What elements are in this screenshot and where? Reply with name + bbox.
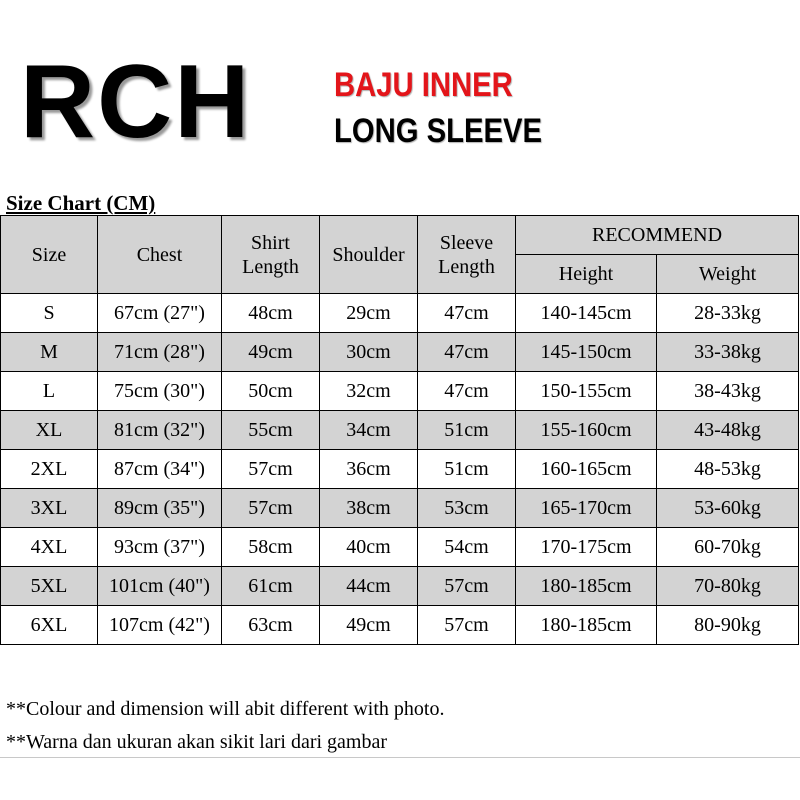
cell-weight: 53-60kg <box>657 489 799 528</box>
cell-sleeve-length: 57cm <box>418 606 516 645</box>
cell-height: 155-160cm <box>516 411 657 450</box>
table-row <box>1 333 799 372</box>
brand-logo: RCH <box>20 44 252 160</box>
cell-chest: 107cm (42") <box>98 606 222 645</box>
cell-height: 140-145cm <box>516 294 657 333</box>
cell-shirt-length: 57cm <box>222 450 320 489</box>
cell-size: 6XL <box>1 606 98 645</box>
cell-shoulder: 49cm <box>320 606 418 645</box>
cell-sleeve-length: 53cm <box>418 489 516 528</box>
cell-shoulder: 34cm <box>320 411 418 450</box>
cell-shirt-length: 50cm <box>222 372 320 411</box>
cell-shirt-length: 57cm <box>222 489 320 528</box>
table-row <box>1 606 799 645</box>
cell-chest: 71cm (28") <box>98 333 222 372</box>
table-row <box>1 450 799 489</box>
cell-weight: 60-70kg <box>657 528 799 567</box>
header-shirt-length: Shirt Length <box>222 216 320 294</box>
cell-sleeve-length: 51cm <box>418 411 516 450</box>
size-chart-table <box>0 215 799 645</box>
cell-shoulder: 30cm <box>320 333 418 372</box>
cell-shirt-length: 49cm <box>222 333 320 372</box>
cell-chest: 89cm (35") <box>98 489 222 528</box>
header-size: Size <box>1 216 98 294</box>
cell-shoulder: 40cm <box>320 528 418 567</box>
cell-sleeve-length: 57cm <box>418 567 516 606</box>
cell-chest: 101cm (40") <box>98 567 222 606</box>
table-row <box>1 294 799 333</box>
header-shoulder: Shoulder <box>320 216 418 294</box>
cell-height: 180-185cm <box>516 606 657 645</box>
cell-height: 165-170cm <box>516 489 657 528</box>
cell-size: XL <box>1 411 98 450</box>
header-chest: Chest <box>98 216 222 294</box>
cell-shoulder: 38cm <box>320 489 418 528</box>
table-row <box>1 489 799 528</box>
cell-chest: 75cm (30") <box>98 372 222 411</box>
cell-sleeve-length: 47cm <box>418 333 516 372</box>
cell-size: S <box>1 294 98 333</box>
cell-shoulder: 36cm <box>320 450 418 489</box>
size-chart-heading: Size Chart (CM) <box>6 191 156 215</box>
product-title-line2: LONG SLEEVE <box>334 112 542 150</box>
cell-height: 150-155cm <box>516 372 657 411</box>
header-weight: Weight <box>657 255 799 294</box>
cell-shirt-length: 58cm <box>222 528 320 567</box>
product-title-line1: BAJU INNER <box>334 66 513 104</box>
cell-shirt-length: 48cm <box>222 294 320 333</box>
cell-shoulder: 29cm <box>320 294 418 333</box>
cell-weight: 43-48kg <box>657 411 799 450</box>
cell-size: 3XL <box>1 489 98 528</box>
cell-weight: 70-80kg <box>657 567 799 606</box>
cell-size: L <box>1 372 98 411</box>
cell-weight: 28-33kg <box>657 294 799 333</box>
note-english: **Colour and dimension will abit different with photo. <box>6 698 445 720</box>
cell-sleeve-length: 47cm <box>418 294 516 333</box>
cell-chest: 81cm (32") <box>98 411 222 450</box>
table-row <box>1 528 799 567</box>
cell-shoulder: 44cm <box>320 567 418 606</box>
table-row <box>1 567 799 606</box>
cell-weight: 80-90kg <box>657 606 799 645</box>
cell-weight: 33-38kg <box>657 333 799 372</box>
header-height: Height <box>516 255 657 294</box>
cell-height: 145-150cm <box>516 333 657 372</box>
cell-shirt-length: 61cm <box>222 567 320 606</box>
cell-chest: 67cm (27") <box>98 294 222 333</box>
size-rows <box>1 294 799 645</box>
cell-shoulder: 32cm <box>320 372 418 411</box>
cell-shirt-length: 63cm <box>222 606 320 645</box>
table-row <box>1 372 799 411</box>
cell-shirt-length: 55cm <box>222 411 320 450</box>
cell-sleeve-length: 47cm <box>418 372 516 411</box>
cell-height: 180-185cm <box>516 567 657 606</box>
header-sleeve-length: Sleeve Length <box>418 216 516 294</box>
cell-size: 2XL <box>1 450 98 489</box>
cell-size: 4XL <box>1 528 98 567</box>
bottom-divider <box>0 757 800 758</box>
cell-chest: 93cm (37") <box>98 528 222 567</box>
table-row <box>1 411 799 450</box>
cell-size: 5XL <box>1 567 98 606</box>
cell-sleeve-length: 54cm <box>418 528 516 567</box>
cell-height: 170-175cm <box>516 528 657 567</box>
cell-sleeve-length: 51cm <box>418 450 516 489</box>
cell-weight: 38-43kg <box>657 372 799 411</box>
note-malay: **Warna dan ukuran akan sikit lari dari gambar <box>6 731 388 753</box>
cell-height: 160-165cm <box>516 450 657 489</box>
cell-weight: 48-53kg <box>657 450 799 489</box>
cell-chest: 87cm (34") <box>98 450 222 489</box>
header-recommend: RECOMMEND <box>516 216 799 255</box>
cell-size: M <box>1 333 98 372</box>
